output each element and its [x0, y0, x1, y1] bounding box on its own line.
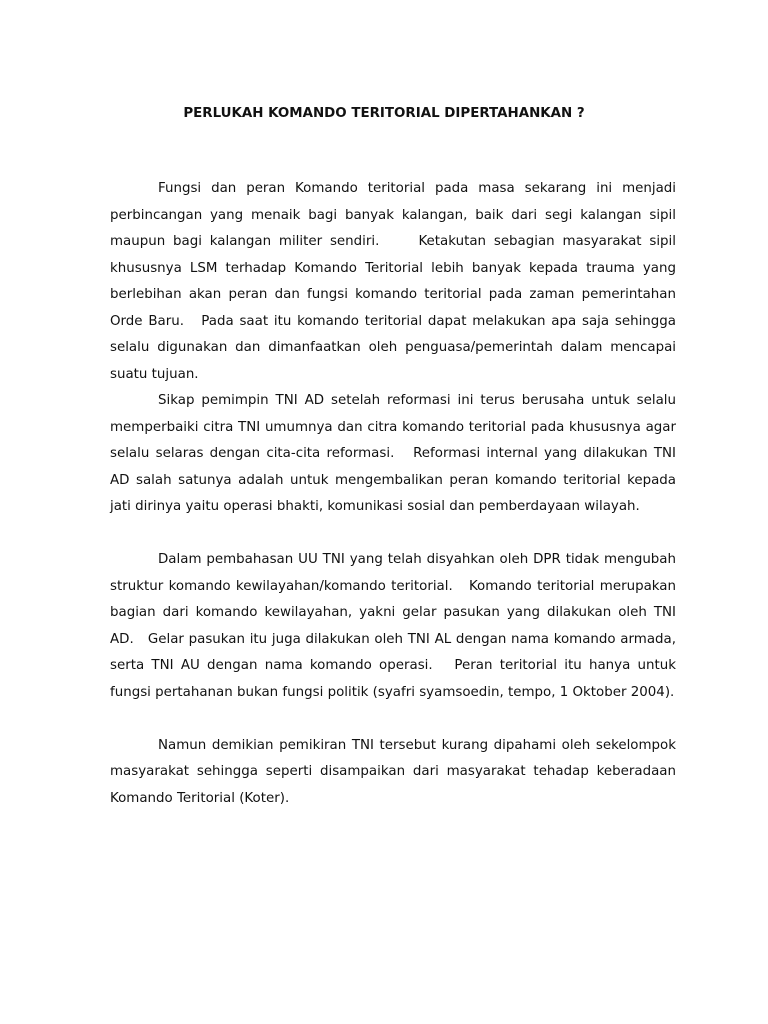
paragraph-4: Namun demikian pemikiran TNI tersebut kurang dipahami oleh sekelompok masyarakat sehingga seperti disampaikan dari masyarakat tehadap keberadaan Komando Teritorial (Koter). — [110, 737, 676, 806]
paragraph-3: Dalam pembahasan UU TNI yang telah disyahkan oleh DPR tidak mengubah struktur komando kewilayahan/komando teritorial. Komando teritorial merupakan bagian dari komando kewilayahan, yakni gelar pasukan yang dilakukan oleh TNI AD. Gelar pasukan itu juga dilakukan oleh TNI AL dengan nama komando armada, serta TNI AU dengan nama komando operasi. Peran teritorial itu hanya untuk fungsi pertahanan bukan fungsi politik (syafri syamsoedin, tempo, 1 Oktober 2004). — [110, 552, 676, 700]
paragraph-spacer — [110, 521, 676, 548]
paragraph-2: Sikap pemimpin TNI AD setelah reformasi ini terus berusaha untuk selalu memperbaiki citra TNI umumnya dan citra komando teritorial pada khususnya agar selalu selaras dengan cita-cita reformasi. Reformasi internal yang dilakukan TNI AD salah satunya adalah untuk mengembalikan peran komando teritorial kepada jati dirinya yaitu operasi bhakti, komunikasi sosial dan pemberdayaan wilayah. — [110, 393, 676, 514]
document-body — [110, 176, 676, 812]
paragraph-1: Fungsi dan peran Komando teritorial pada masa sekarang ini menjadi perbincangan yang menaik bagi banyak kalangan, baik dari segi kalangan sipil maupun bagi kalangan militer sendiri. Ketakutan sebagian masyarakat sipil khususnya LSM terhadap Komando Teritorial lebih banyak kepada trauma yang berlebihan akan peran dan fungsi komando teritorial pada zaman pemerintahan Orde Baru. Pada saat itu komando teritorial dapat melakukan apa saja sehingga selalu digunakan dan dimanfaatkan oleh penguasa/pemerintah dalam mencapai suatu tujuan. — [110, 181, 676, 382]
document-title: PERLUKAH KOMANDO TERITORIAL DIPERTAHANKAN ? — [183, 106, 585, 121]
paragraph-spacer — [110, 706, 676, 733]
